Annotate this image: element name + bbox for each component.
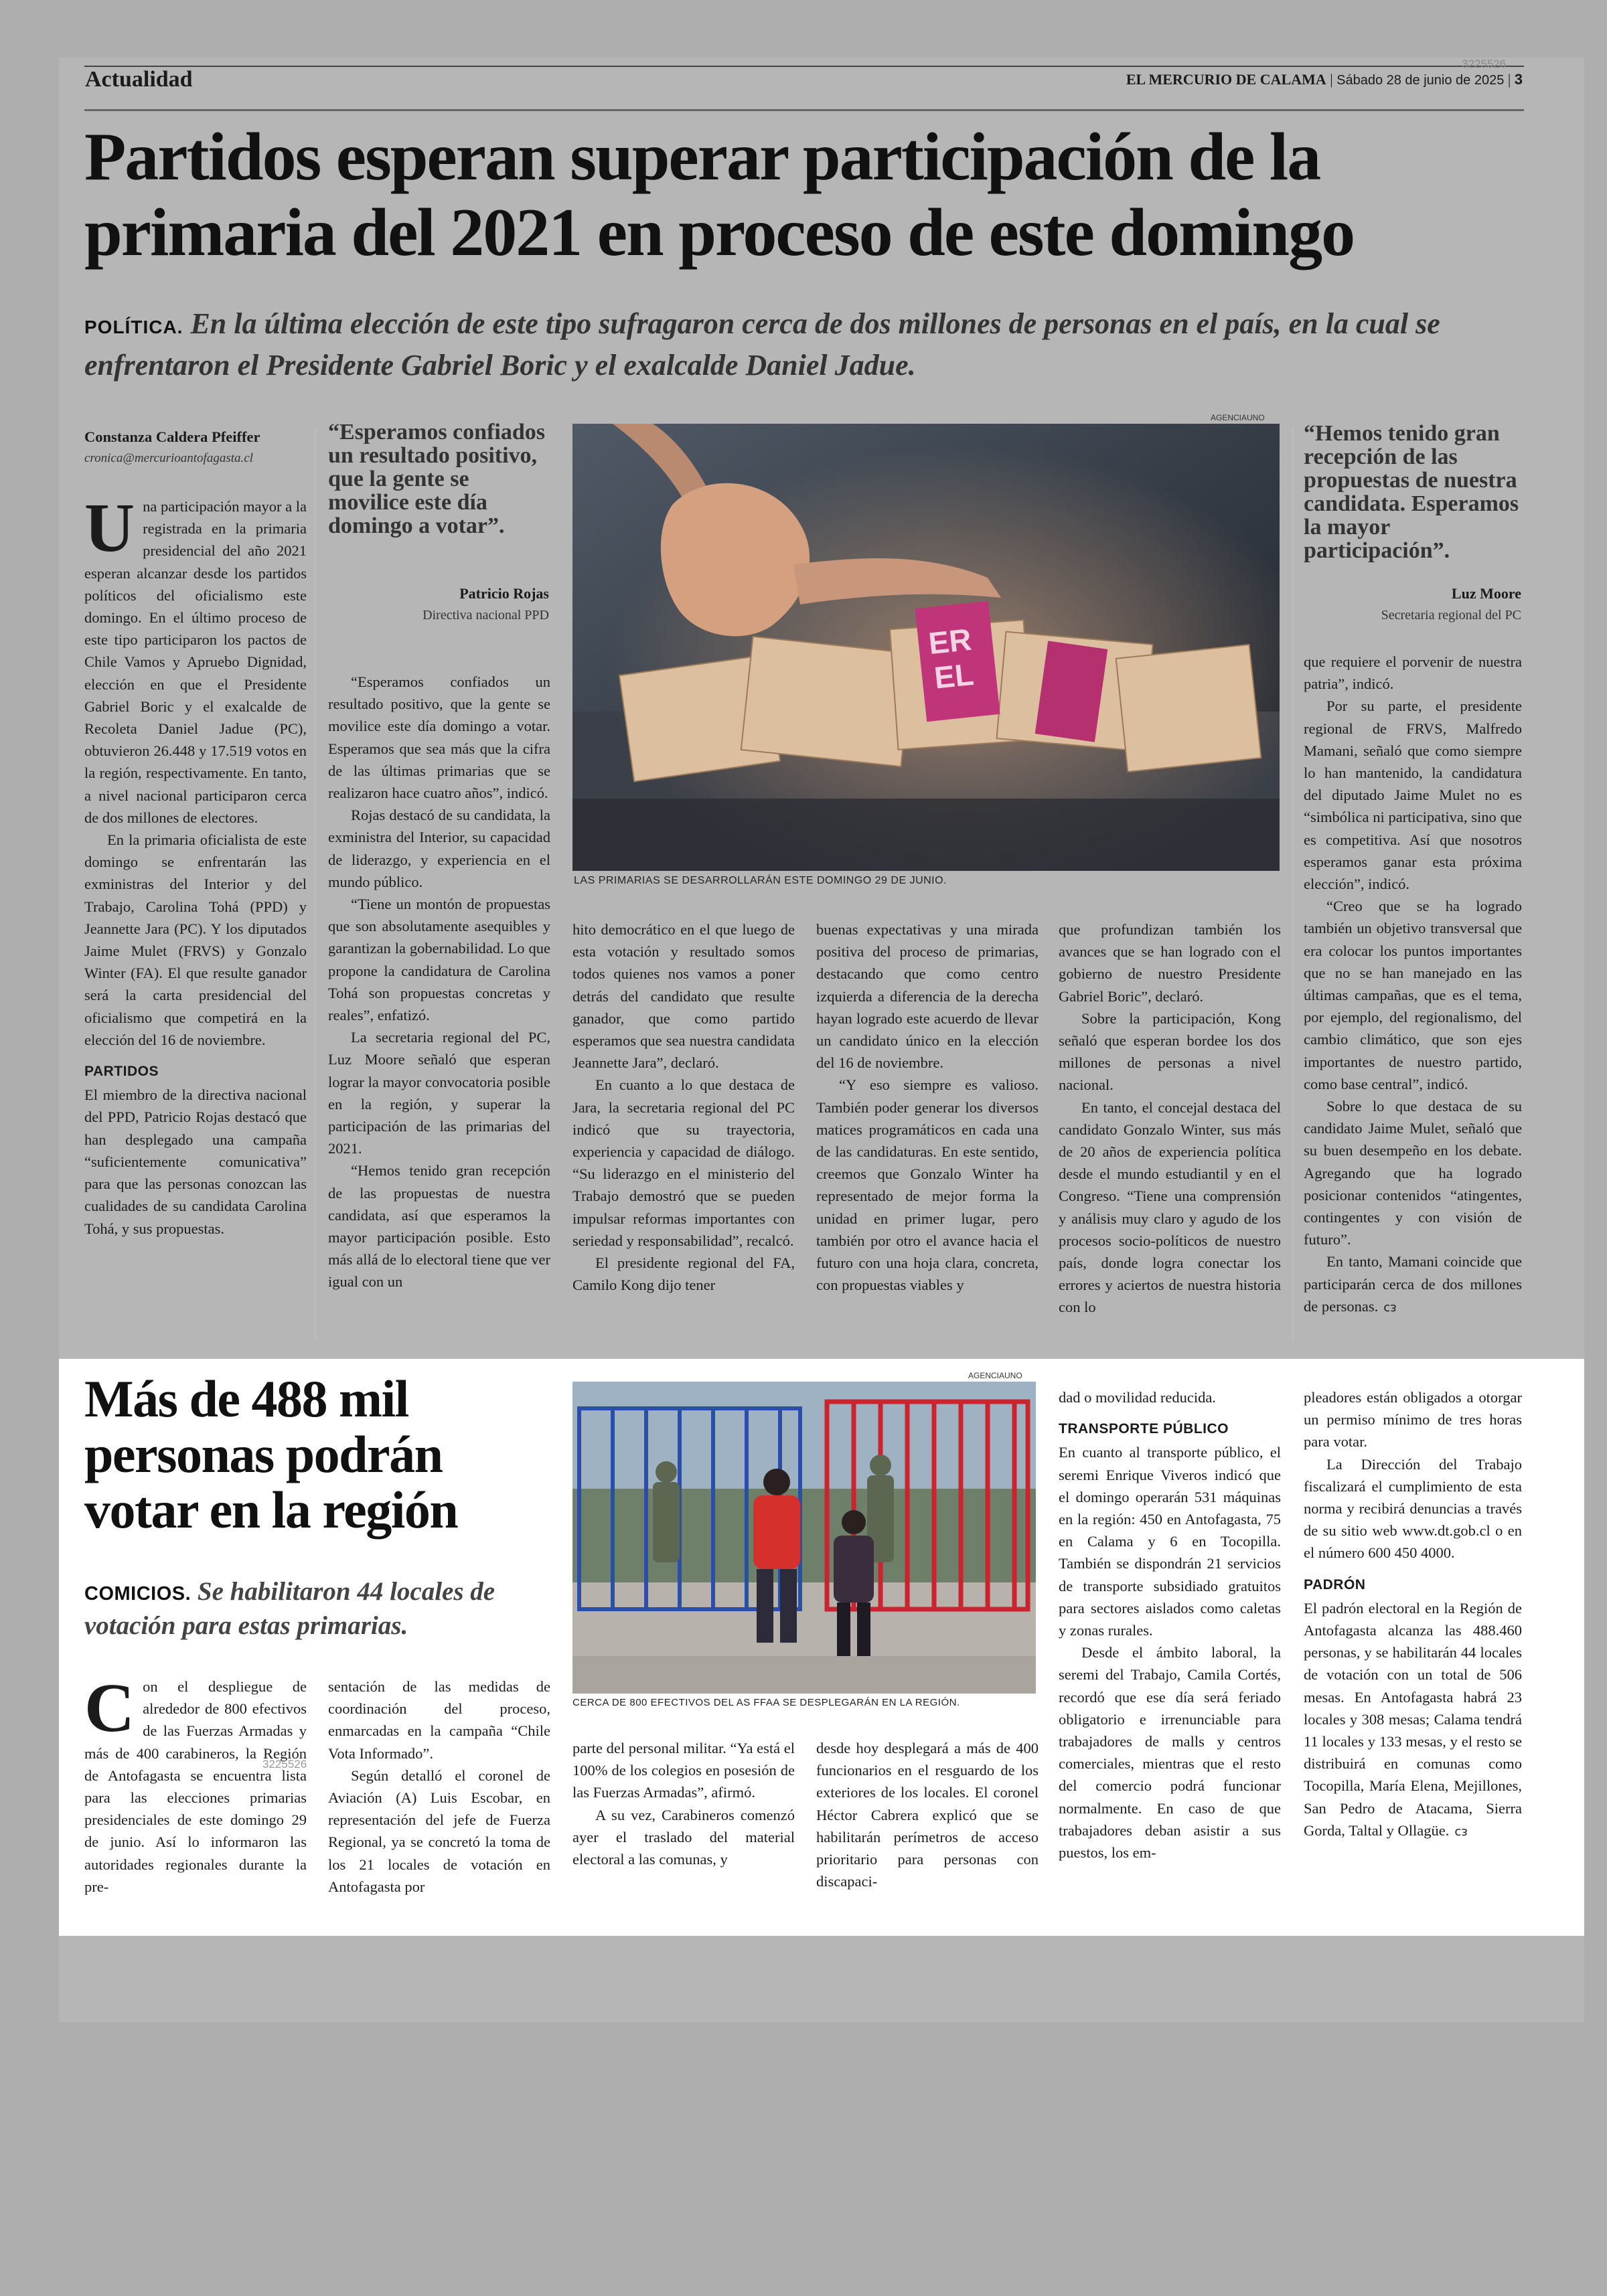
a1-col1-p2: En la primaria oficialista de este domingo se enfrentarán las exministras del Interior y del Trabajo, Carolina Tohá (PPD) y Jeannette Jara (PC). Y los diputados Jaime Mulet (FRVS) y Gonzalo Winter (FA). El que resulte ganador será la carta presidencial del oficialismo que competirá en la elección del 16 de noviembre. [84, 831, 307, 1048]
photo1-credit: AGENCIAUNO [1211, 413, 1265, 422]
a1-col1-p1: na participación mayor a la registrada en la primaria presidencial del año 2021 esperan alcanzar desde los partidos políticos del oficialismo este domingo. En el último proceso de este tipo participaron los pactos de Chile Vamos y Apruebo Dignidad, elección en que el Presidente Gabriel Boric y el exalcalde de Recoleta Daniel Jadue (PC), obtuvieron 26.448 y 17.519 votos en la región, respectivamente. En tanto, a nivel nacional participaron cerca de dos millones de electores. [84, 498, 307, 826]
pull-quote-rojas: “Esperamos confiados un resultado positivo, que la gente se movilice este día domingo a votar”. [328, 420, 545, 538]
watermark-2: 3225526 [262, 1758, 307, 1771]
article2-col6 [1304, 1386, 1522, 1843]
article1-col3 [572, 918, 795, 1296]
a1-col2-p1: “Esperamos confiados un resultado positivo, que la gente se movilice este día domingo a votar. Esperamos que sea más que la cifra de las últimas primarias que se realizaron hace cuatro años”, indicó. [328, 673, 550, 802]
a1-col4-p2: “Y eso siempre es valioso. También poder generar los diversos matices programáticos en cada una de las candidaturas. En este sentido, creemos que Gonzalo Winter ha representado de mejor forma la unidad en primer lugar, pero también por otro el avance hacia el futuro con una hoja clara, concreta, con propuestas viables y [816, 1076, 1039, 1294]
a1-col6-p2: Por su parte, el presidente regional de FRVS, Malfredo Mamani, señaló que como siempre lo han mantenido, la candidatura del diputado Jaime Mulet no es “simbólica ni participativa, sino que es competitiva. Así que nosotros esperamos ganar esta próxima elección”, indicó. [1304, 698, 1522, 893]
a1-col6-p4: Sobre lo que destaca de su candidato Jaime Mulet, señaló que su buen desempeño en los debate. Agregando que ha logrado posicionar contenidos “atingentes, contingentes y con visión de futuro”. [1304, 1098, 1522, 1248]
a2-col1-p1: on el despliegue de alrededor de 800 efectivos de las Fuerzas Armadas y más de 400 carabineros, la Región de Antofagasta se encuentra lista para las elecciones primarias presidenciales de este domingo 29 de junio. Así lo informaron las autoridades regionales durante la pre- [84, 1678, 307, 1895]
a1-col3-p1: hito democrático en el que luego de esta votación y resultado somos todos quienes nos vamos a poner detrás del candidato que resulte ganador, que como partido esperamos que sea nuestra candidata Jeannette Jara”, declaró. [572, 921, 795, 1072]
top-rule [84, 66, 1524, 67]
a2-col5-p2: En cuanto al transporte público, el seremi Enrique Viveros indicó que el domingo operarán 531 máquinas en la región: 450 en Antofagasta, 75 en Calama y 6 en Tocopilla. También se dispondrán 21 servicios de transporte subsidiado gratuitos para sectores aislados como caletas y zonas rurales. [1059, 1444, 1281, 1639]
end-mark-icon-2: ᴄᴈ [1454, 1824, 1468, 1839]
article1-col1 [84, 489, 307, 1240]
svg-text:EL: EL [932, 656, 976, 695]
dropcap-c: C [84, 1669, 135, 1746]
article1-col4 [816, 918, 1039, 1296]
pull-quote-rojas-role: Directiva nacional PPD [423, 608, 549, 623]
a1-col6-p1: que requiere el porvenir de nuestra patria”, indicó. [1304, 653, 1522, 693]
photo1-caption: LAS PRIMARIAS SE DESARROLLARÁN ESTE DOMINGO 29 DE JUNIO. [574, 875, 947, 886]
photo1-illustration [572, 424, 1280, 871]
military-polling-photo [572, 1382, 1036, 1694]
article2-deck-text: Se habilitaron 44 locales de votación para estas primarias. [84, 1577, 495, 1640]
pull-quote-moore-name: Luz Moore [1451, 585, 1521, 602]
page-number: 3 [1514, 71, 1523, 88]
a2-col6-p1: pleadores están obligados a otorgar un permiso mínimo de tres horas para votar. [1304, 1389, 1522, 1451]
article1-headline: Partidos esperan superar participación de la primaria del 2021 en proceso de este domingo [84, 119, 1355, 270]
masthead-info [1112, 71, 1523, 88]
a1-col2-p4: La secretaria regional del PC, Luz Moore señaló que esperan lograr la mayor convocatoria posible en la región, y superar la participación de las primarias del 2021. [328, 1029, 550, 1157]
article2-headline: Más de 488 mil personas podrán votar en la región [84, 1370, 458, 1539]
a2-col5-p1: dad o movilidad reducida. [1059, 1389, 1216, 1406]
article2-col4 [816, 1737, 1039, 1892]
column-divider-right [1292, 428, 1294, 1342]
subhead-padron: PADRÓN [1304, 1576, 1366, 1592]
a2-col5-p3: Desde el ámbito laboral, la seremi del Trabajo, Camila Cortés, recordó que ese día será feriado obligatorio e irrenunciable para trabajadores de malls y centros comerciales, mientras que el resto del comercio podrá funcionar normalmente. En caso de que trabajadores deban asistir a sus puestos, los em- [1059, 1644, 1281, 1862]
a1-col2-p2: Rojas destacó de su candidata, la exministra del Interior, su capacidad de liderazgo, y experiencia en el mundo público. [328, 807, 550, 890]
a2-col3-p2: A su vez, Carabineros comenzó ayer el traslado del material electoral a las comunas, y [572, 1806, 795, 1868]
subhead-partidos: PARTIDOS [84, 1064, 159, 1080]
subhead-transporte: TRANSPORTE PÚBLICO [1059, 1421, 1229, 1437]
article2-kicker: COMICIOS. [84, 1583, 192, 1605]
a1-col1-p3: El miembro de la directiva nacional del PPD, Patricio Rojas destacó que han desplegado una campaña “suficientemente comunicativa” para que las personas conozcan las cualidades de su candidata Carolina Tohá, y sus propuestas. [84, 1086, 307, 1237]
photo2-illustration [572, 1382, 1036, 1694]
pull-quote-rojas-name: Patricio Rojas [459, 585, 549, 602]
a2-col3-p1: parte del personal militar. “Ya está el 100% de los colegios en posesión de las Fuerzas Armadas”, afirmó. [572, 1740, 795, 1801]
newspaper-name: EL MERCURIO DE CALAMA [1126, 71, 1326, 88]
a2-col4-p1: desde hoy desplegará a más de 400 funcionarios en el resguardo de los exteriores de los locales. El coronel Héctor Cabrera explicó que se habilitarán perímetros de acceso prioritario para personas con discapaci- [816, 1740, 1039, 1890]
a1-col6-p3: “Creo que se ha logrado también un objetivo transversal que era colocar los puntos importantes que no se han manejado en las últimas campañas, que es el tema, por ejemplo, del regionalismo, del cambio climático, que son ejes importantes de nuestro partido, como base central”, indicó. [1304, 898, 1522, 1092]
article1-deck-text: En la última elección de este tipo sufragaron cerca de dos millones de personas en el país, en la cual se enfrentaron el Presidente Gabriel Boric y el exalcalde Daniel Jadue. [84, 307, 1440, 382]
article2-col5 [1059, 1386, 1281, 1864]
ballot-counting-photo [572, 424, 1280, 871]
article1-kicker: POLÍTICA. [84, 317, 183, 337]
issue-date: Sábado 28 de junio de 2025 [1336, 73, 1505, 88]
a2-col2-p2: Según detalló el coronel de Aviación (A) Luis Escobar, en representación del jefe de Fuerza Regional, ya se concretó la toma de los 21 locales de votación en Antofagasta por [328, 1767, 550, 1895]
a2-col6-p2: La Dirección del Trabajo fiscalizará el cumplimiento de esta norma y recibirá denuncias a través de su sitio web www.dt.gob.cl o en el número 600 450 4000. [1304, 1455, 1522, 1562]
article1-col6 [1304, 651, 1522, 1319]
article2-deck [84, 1576, 546, 1642]
article1-deck [84, 305, 1531, 384]
author-email: cronica@mercurioantofagasta.cl [84, 451, 253, 465]
article1-col5 [1059, 918, 1281, 1319]
a1-col3-p3: El presidente regional del FA, Camilo Kong dijo tener [572, 1254, 795, 1294]
pull-quote-moore: “Hemos tenido gran recepción de las propuestas de nuestra candidata. Esperamos la mayor participación”. [1304, 421, 1519, 563]
photo2-caption: CERCA DE 800 EFECTIVOS DEL AS FFAA SE DESPLEGARÁN EN LA REGIÓN. [572, 1697, 960, 1708]
watermark: 3225526 [1462, 58, 1507, 70]
end-mark-icon: ᴄᴈ [1383, 1300, 1397, 1315]
a1-col4-p1: buenas expectativas y una mirada positiva del proceso de primarias, destacando que como centro izquierda a diferencia de la derecha hayan logrado este acuerdo de llevar un candidato único en la elección del 16 de noviembre. [816, 921, 1039, 1072]
a1-col5-p3: En tanto, el concejal destaca del candidato Gonzalo Winter, sus más de 20 años de experiencia política desde el mundo estudiantil y en el Congreso. “Tiene una comprensión y análisis muy claro y agudo de los procesos socio-políticos de nuestro país, donde logra conectar los errores y aciertos de nuestra historia con lo [1059, 1098, 1281, 1316]
article2-col3 [572, 1737, 795, 1870]
dropcap-u: U [84, 489, 135, 566]
a2-col6-p3: El padrón electoral en la Región de Antofagasta alcanza las 488.460 personas, y se habilitarán 44 locales de votación con un total de 506 mesas. En Antofagasta habrá 23 locales y 308 mesas; Calama tendrá 11 locales y 133 mesas, y el resto se distribuirá en comunas como Tocopilla, María Elena, Mejillones, San Pedro de Atacama, Sierra Gorda, Taltal y Ollagüe. [1304, 1599, 1522, 1839]
masthead-separator: | [1330, 71, 1337, 88]
article1-col2 [328, 671, 550, 1293]
svg-text:ER: ER [927, 621, 974, 661]
article2-col2 [328, 1675, 550, 1898]
a1-col2-p3: “Tiene un montón de propuestas que son absolutamente asequibles y garantizan la gobernabilidad. Lo que propone la candidatura de Carolina Tohá son propuestas concretas y reales”, enfatizó. [328, 896, 550, 1024]
column-divider [315, 428, 316, 1342]
section-label: Actualidad [85, 67, 193, 92]
a1-col5-p1: que profundizan también los avances que se han logrado con el gobierno de nuestro Presidente Gabriel Boric”, declaró. [1059, 921, 1281, 1005]
photo2-credit: AGENCIAUNO [968, 1371, 1022, 1380]
a2-col2-p1: sentación de las medidas de coordinación del proceso, enmarcadas en la campaña “Chile Vota Informado”. [328, 1678, 550, 1762]
header-rule [84, 109, 1524, 111]
author-name: Constanza Caldera Pfeiffer [84, 428, 260, 445]
a1-col5-p2: Sobre la participación, Kong señaló que esperan bordee los dos millones de personas a nivel nacional. [1059, 1009, 1281, 1094]
article2-col1 [84, 1669, 307, 1898]
a1-col6-p5: En tanto, Mamani coincide que participarán cerca de dos millones de personas. [1304, 1253, 1522, 1315]
masthead-separator-2: | [1507, 71, 1515, 88]
pull-quote-moore-role: Secretaria regional del PC [1381, 608, 1521, 623]
a1-col2-p5: “Hemos tenido gran recepción de las propuestas de nuestra candidata, así que esperamos la mayor participación posible. Esto más allá de lo electoral tiene que ver igual con un [328, 1162, 550, 1291]
a1-col3-p2: En cuanto a lo que destaca de Jara, la secretaria regional del PC indicó que su trayectoria, experiencia y capacidad de diálogo. “Su liderazgo en el ministerio del Trabajo demostró que se pueden impulsar reformas importantes con seriedad y responsabilidad”, recalcó. [572, 1076, 795, 1249]
